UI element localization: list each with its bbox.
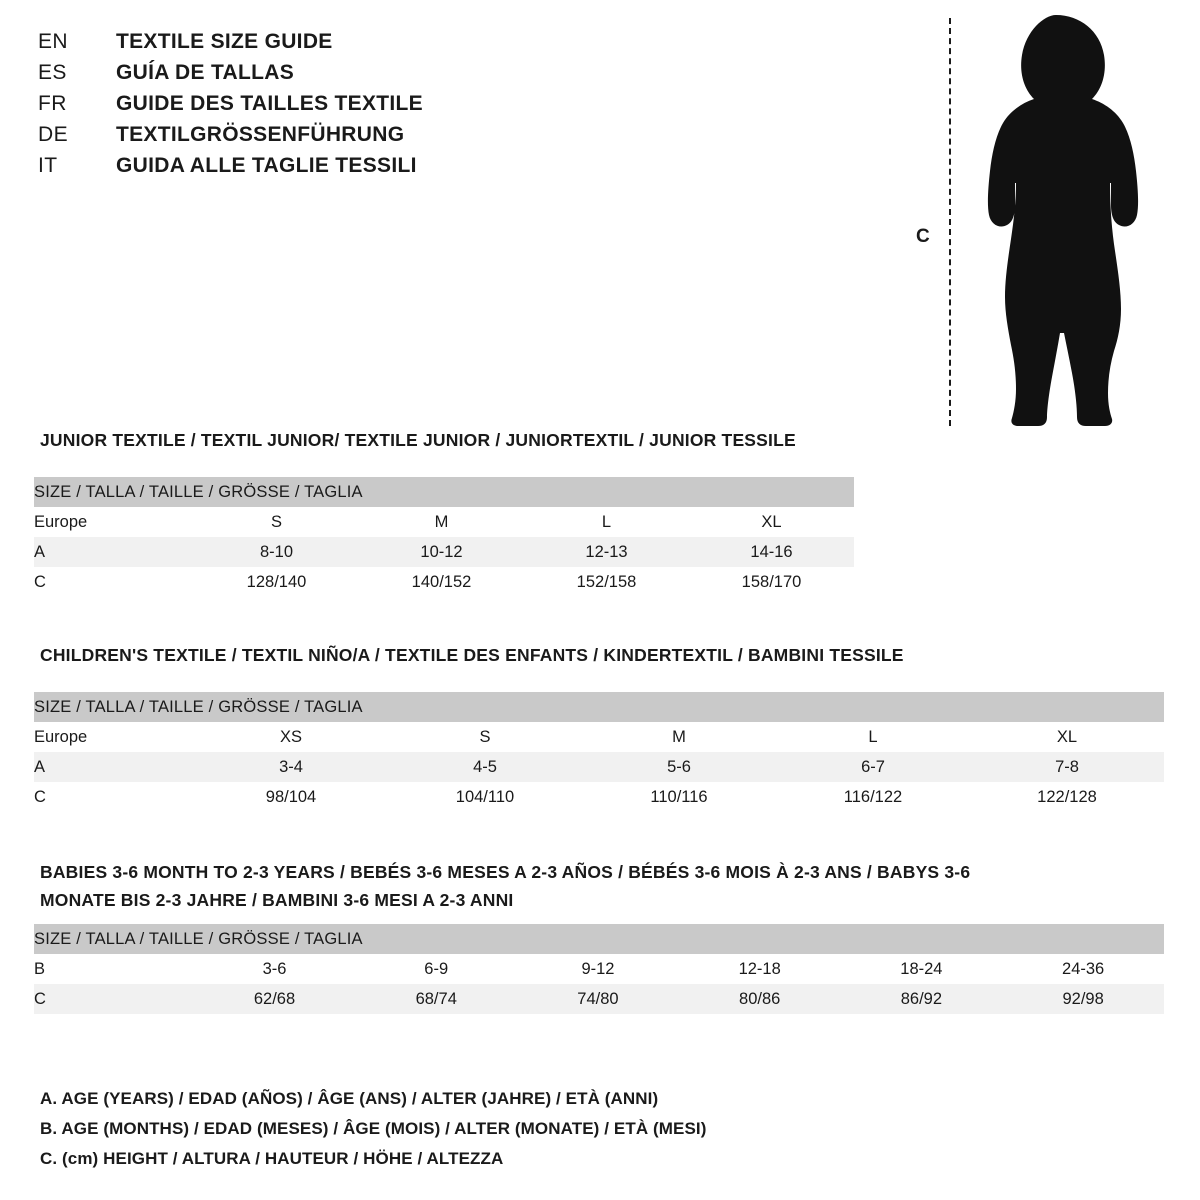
table-row [34,752,1164,782]
row-label: B [34,954,194,984]
section-title-children: CHILDREN'S TEXTILE / TEXTIL NIÑO/A / TEXTILE DES ENFANTS / KINDERTEXTIL / BAMBINI TESSILE [40,645,904,665]
language-code: FR [38,92,67,115]
cell: 9-12 [517,954,679,984]
language-row [38,123,598,154]
cell: XL [970,722,1164,752]
language-row [38,154,598,185]
legend-line-c: C. (cm) HEIGHT / ALTURA / HAUTEUR / HÖHE / ALTEZZA [40,1149,504,1168]
cell: M [582,722,776,752]
section-title-babies: BABIES 3-6 MONTH TO 2-3 YEARS / BEBÉS 3-6 MESES A 2-3 AÑOS / BÉBÉS 3-6 MOIS À 2-3 ANS / BABYS 3-6 MONATE BIS 2-3 JAHRE / BAMBINI 3-6 MESI A 2-3 ANNI [40,862,971,910]
cell: 74/80 [517,984,679,1014]
cell: 86/92 [841,984,1003,1014]
legend-line-b: B. AGE (MONTHS) / EDAD (MESES) / ÂGE (MOIS) / ALTER (MONATE) / ETÀ (MESI) [40,1119,707,1138]
language-code: IT [38,154,58,177]
cell: 62/68 [194,984,356,1014]
cell: 7-8 [970,752,1164,782]
cell: 110/116 [582,782,776,812]
row-label: C [34,984,194,1014]
cell: 8-10 [194,537,359,567]
language-code: DE [38,123,68,146]
row-label: C [34,782,194,812]
cell: 158/170 [689,567,854,597]
row-label: Europe [34,722,194,752]
child-silhouette-icon [960,13,1160,428]
cell: 116/122 [776,782,970,812]
cell: 6-9 [355,954,517,984]
cell: XL [689,507,854,537]
table-band-row [34,924,1164,954]
cell: 3-4 [194,752,388,782]
table-row [34,984,1164,1014]
cell: 104/110 [388,782,582,812]
cell: 68/74 [355,984,517,1014]
section-title-junior: JUNIOR TEXTILE / TEXTIL JUNIOR/ TEXTILE JUNIOR / JUNIORTEXTIL / JUNIOR TESSILE [40,430,796,450]
cell: 3-6 [194,954,356,984]
cell: S [388,722,582,752]
language-code: EN [38,30,68,53]
cell: 98/104 [194,782,388,812]
table-children [34,692,1164,812]
cell: 122/128 [970,782,1164,812]
height-dashed-line [949,18,951,426]
legend-line-a: A. AGE (YEARS) / EDAD (AÑOS) / ÂGE (ANS) / ALTER (JAHRE) / ETÀ (ANNI) [40,1089,659,1108]
cell: 18-24 [841,954,1003,984]
table-band-row [34,692,1164,722]
cell: 5-6 [582,752,776,782]
cell: 92/98 [1002,984,1164,1014]
language-title: GUIDA ALLE TAGLIE TESSILI [116,154,417,177]
figure-height-label: C [916,226,930,247]
cell: 6-7 [776,752,970,782]
language-title-list [38,30,598,185]
table-row [34,722,1164,752]
cell: 12-13 [524,537,689,567]
language-row [38,30,598,61]
cell: 12-18 [679,954,841,984]
table-row [34,567,854,597]
table-row [34,537,854,567]
language-title: TEXTILGRÖSSENFÜHRUNG [116,123,405,146]
cell: L [524,507,689,537]
cell: M [359,507,524,537]
table-band-row [34,477,854,507]
cell: 10-12 [359,537,524,567]
table-band-label: SIZE / TALLA / TAILLE / GRÖSSE / TAGLIA [34,692,1164,722]
table-band-label: SIZE / TALLA / TAILLE / GRÖSSE / TAGLIA [34,924,1164,954]
cell: S [194,507,359,537]
cell: 152/158 [524,567,689,597]
table-row [34,507,854,537]
table-band-label: SIZE / TALLA / TAILLE / GRÖSSE / TAGLIA [34,477,854,507]
language-title: GUIDE DES TAILLES TEXTILE [116,92,423,115]
language-title: GUÍA DE TALLAS [116,61,295,84]
measurement-figure [900,8,1190,428]
row-label: A [34,752,194,782]
table-row [34,954,1164,984]
cell: 4-5 [388,752,582,782]
language-title: TEXTILE SIZE GUIDE [116,30,333,53]
table-babies [34,924,1164,1014]
cell: 128/140 [194,567,359,597]
row-label: Europe [34,507,194,537]
table-junior [34,477,854,597]
row-label: C [34,567,194,597]
cell: 14-16 [689,537,854,567]
table-row [34,782,1164,812]
cell: 140/152 [359,567,524,597]
language-row [38,92,598,123]
cell: 24-36 [1002,954,1164,984]
legend-block [40,1084,1040,1174]
row-label: A [34,537,194,567]
cell: 80/86 [679,984,841,1014]
language-row [38,61,598,92]
cell: L [776,722,970,752]
language-code: ES [38,61,67,84]
cell: XS [194,722,388,752]
